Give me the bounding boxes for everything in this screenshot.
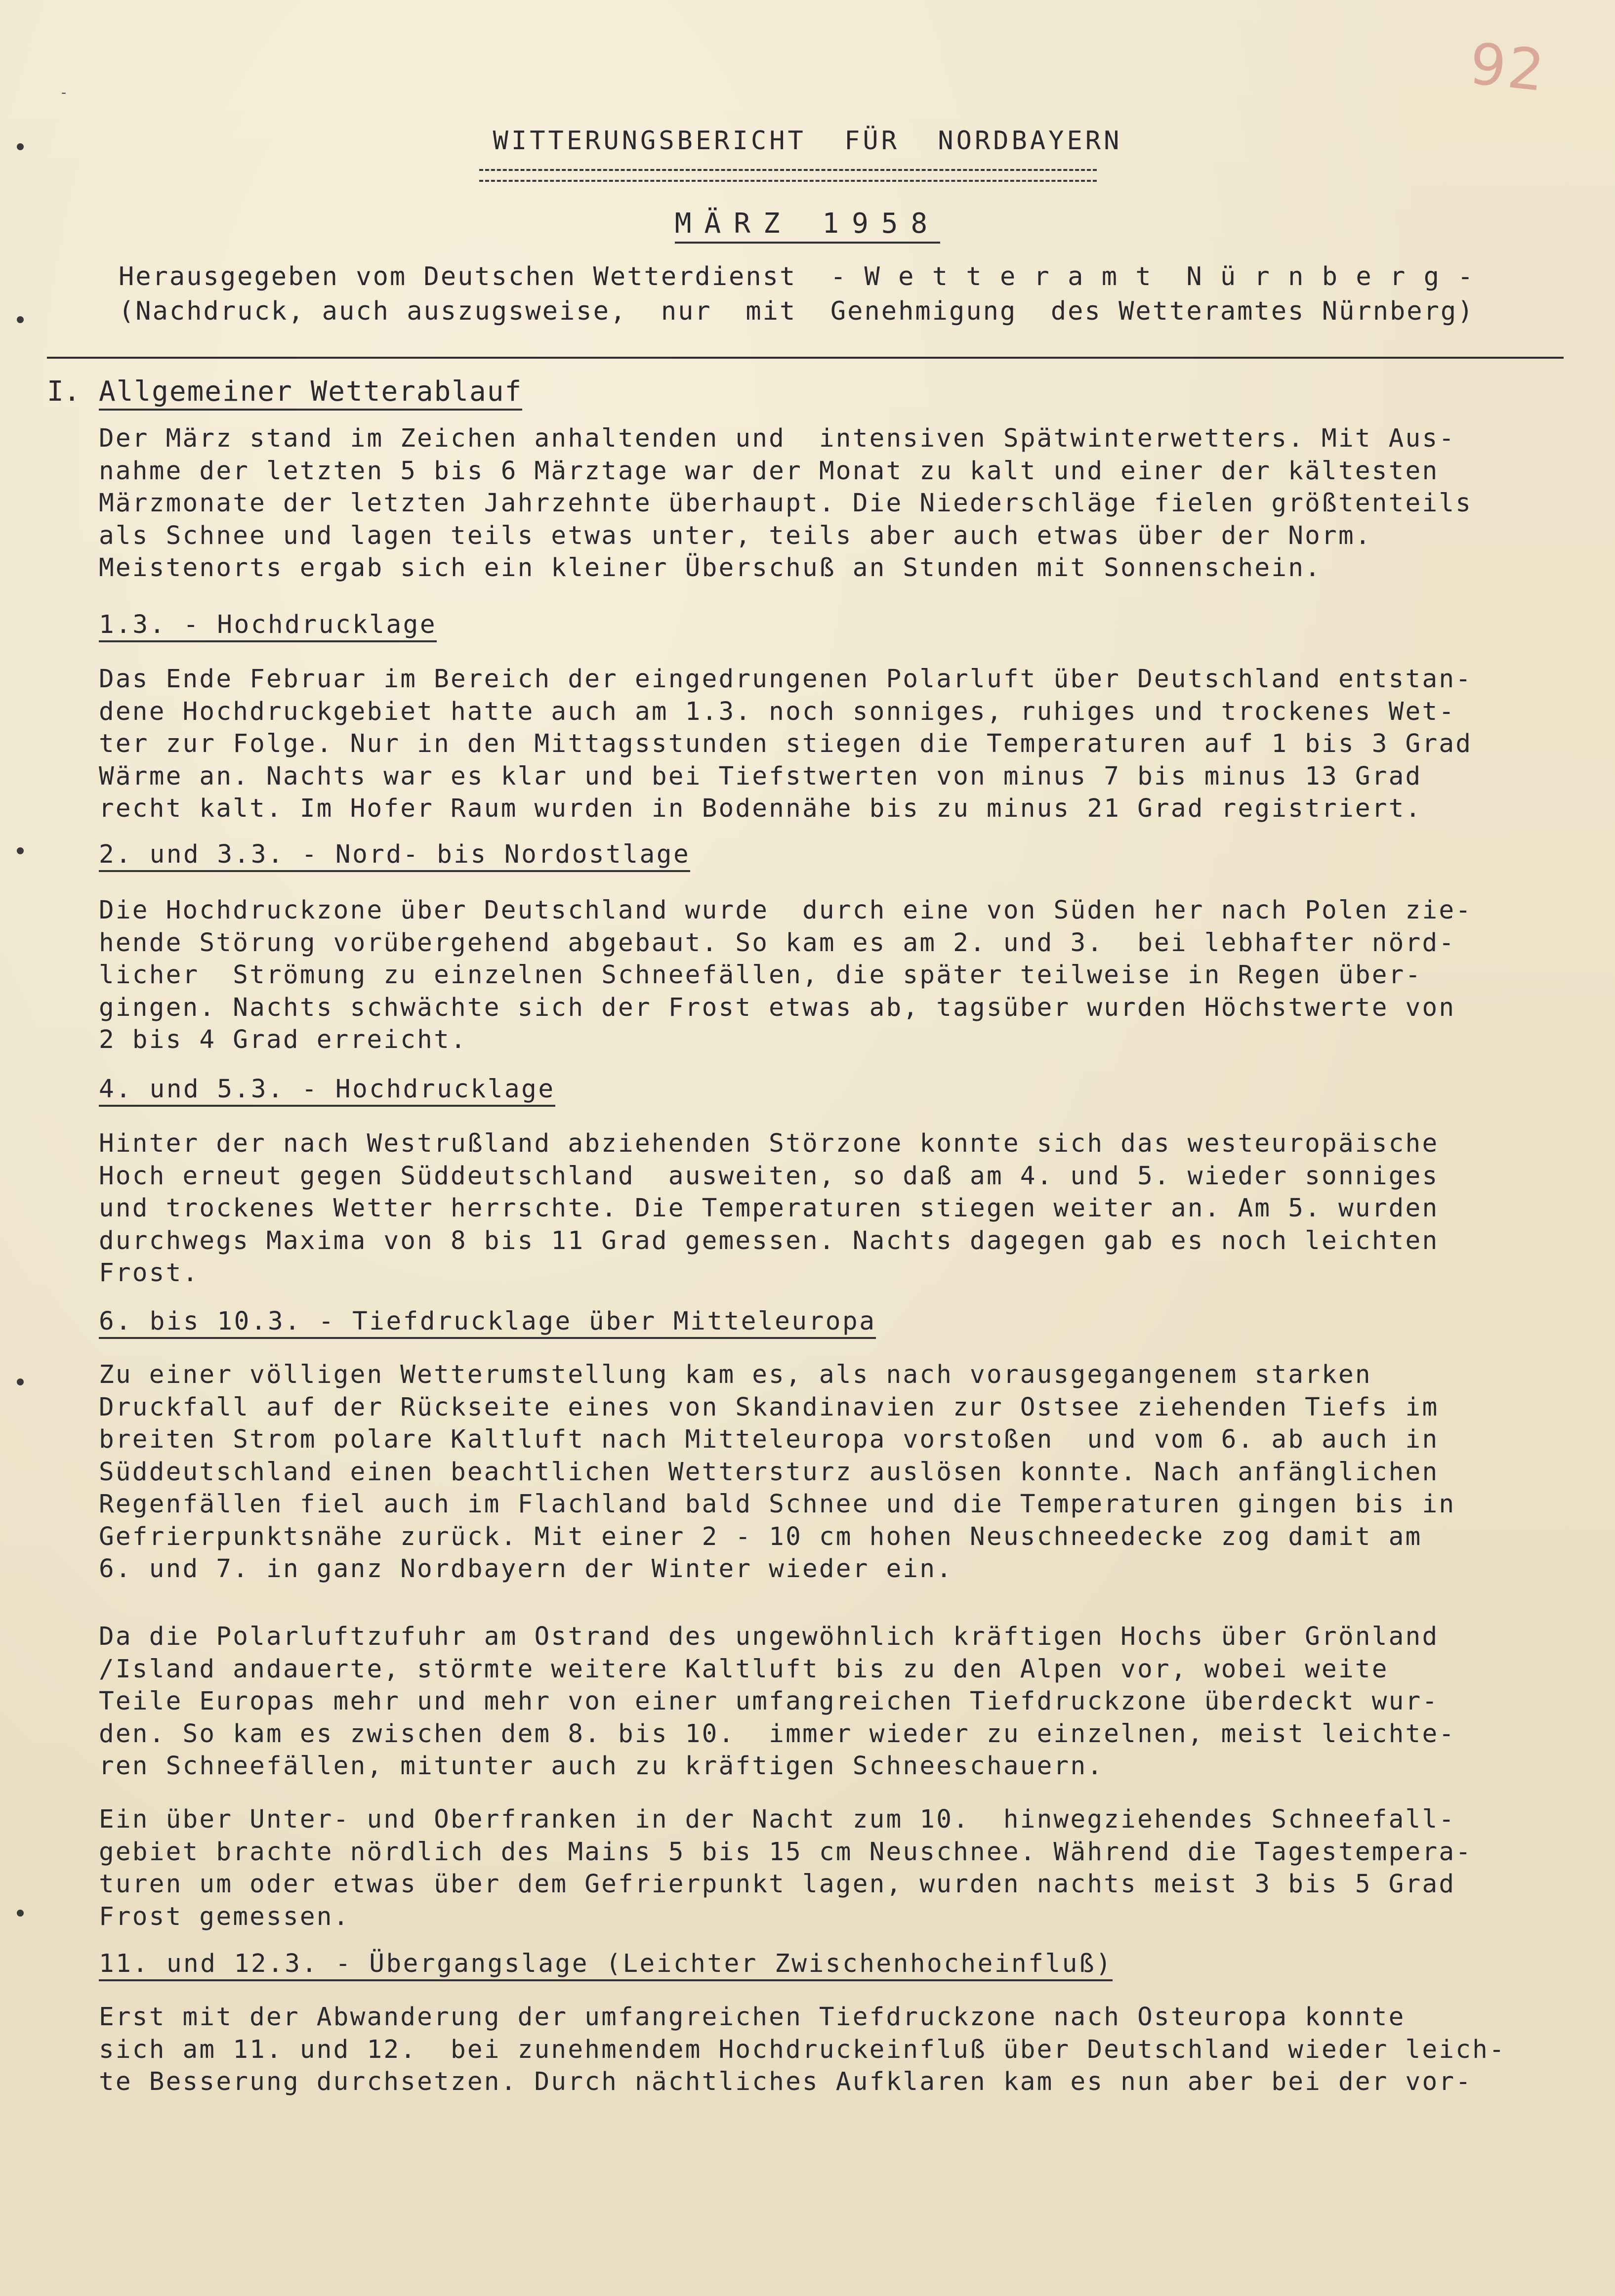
punch-hole [17,316,24,323]
page-number: 92 [1466,31,1549,105]
section-number: I. [47,376,81,408]
publisher-line-1: Herausgegeben vom Deutschen Wetterdienst - W e t t e r a m t N ü r n b e r g - [119,262,1475,292]
subsection-heading-text: 11. und 12.3. - Übergangslage (Leichter Zwischenhocheinfluß) [99,1949,1113,1981]
subsection-heading [99,1307,876,1336]
subsection-paragraph: Ein über Unter- und Oberfranken in der Nacht zum 10. hinwegziehendes Schneefall- gebiet brachte nördlich des Mains 5 bis 15 cm Neuschnee. Während die Tagestempera- turen um oder etwas über dem Gefrierpunkt lagen, wurden nachts meist 3 bis 5 Grad Frost gemessen. [99,1805,1473,1931]
subsection-heading [99,1949,1113,1978]
report-month-text: MÄRZ 1958 [675,208,940,244]
title-double-rule [479,169,1097,182]
publisher-line-2: (Nachdruck, auch auszugsweise, nur mit Genehmigung des Wetteramtes Nürnberg) [119,296,1475,326]
subsection-heading-text: 4. und 5.3. - Hochdrucklage [99,1075,555,1107]
punch-hole [17,1378,24,1385]
punch-hole [17,1910,24,1917]
punch-hole [17,847,24,854]
section-heading [99,376,522,408]
subsection-heading-text: 1.3. - Hochdrucklage [99,610,437,642]
header-rule [47,357,1564,359]
subsection-heading [99,1075,555,1104]
subsection-paragraph: Erst mit der Abwanderung der umfangreichen Tiefdruckzone nach Osteuropa konnte sich am 11. und 12. bei zunehmendem Hochdruckeinfluß über Deutschland wieder leich- te Besserung durchsetzen. Durch nächtliches Aufklaren kam es nun aber bei der vor- [99,2003,1506,2096]
subsection-heading-text: 6. bis 10.3. - Tiefdrucklage über Mitteleuropa [99,1307,876,1339]
intro-paragraph: Der März stand im Zeichen anhaltenden und intensiven Spätwinterwetters. Mit Aus- nahme der letzten 5 bis 6 Märztage war der Monat zu kalt und einer der kältesten Märzmonate der letzten Jahrzehnte überhaupt. Die Niederschläge fielen größtenteils als Schnee und lagen teils etwas unter, teils aber auch etwas über der Norm. Meistenorts ergab sich ein kleiner Überschuß an Stunden mit Sonnenschein. [99,424,1473,583]
subsection-paragraph: Das Ende Februar im Bereich der eingedrungenen Polarluft über Deutschland entstan- dene Hochdruckgebiet hatte auch am 1.3. noch sonniges, ruhiges und trockenes Wet- ter zur Folge. Nur in den Mittagsstunden stiegen die Temperaturen auf 1 bis 3 Grad Wärme an. Nachts war es klar und bei Tiefstwerten von minus 7 bis minus 13 Grad recht kalt. Im Hofer Raum wurden in Bodennähe bis zu minus 21 Grad registriert. [99,665,1473,823]
subsection-heading-text: 2. und 3.3. - Nord- bis Nordostlage [99,840,690,872]
subsection-heading [99,610,437,639]
margin-mark: - [59,84,69,101]
subsection-paragraph: Hinter der nach Westrußland abziehenden Störzone konnte sich das westeuropäische Hoch erneut gegen Süddeutschland ausweiten, so daß am 4. und 5. wieder sonniges und trockenes Wetter herrschte. Die Temperaturen stiegen weiter an. Am 5. wurden durchwegs Maxima von 8 bis 11 Grad gemessen. Nachts dagegen gab es noch leichten Frost. [99,1129,1439,1288]
subsection-paragraph: Zu einer völligen Wetterumstellung kam es, als nach vorausgegangenem starken Druckfall auf der Rückseite eines von Skandinavien zur Ostsee ziehenden Tiefs im breiten Strom polare Kaltluft nach Mitteleuropa vorstoßen und vom 6. ab auch in Süddeutschland einen beachtlichen Wettersturz auslösen konnte. Nach anfänglichen Regenfällen fiel auch im Flachland bald Schnee und die Temperaturen gingen bis in Gefrierpunktsnähe zurück. Mit einer 2 - 10 cm hohen Neuschneedecke zog damit am 6. und 7. in ganz Nordbayern der Winter wieder ein. [99,1360,1456,1584]
subsection-paragraph: Da die Polarluftzufuhr am Ostrand des ungewöhnlich kräftigen Hochs über Grönland /Island andauerte, störmte weitere Kaltluft bis zu den Alpen vor, wobei weite Teile Europas mehr und mehr von einer umfangreichen Tiefdruckzone überdeckt wur- den. So kam es zwischen dem 8. bis 10. immer wieder zu einzelnen, meist leichte- ren Schneefällen, mitunter auch zu kräftigen Schneeschauern. [99,1622,1456,1781]
section-heading-text: Allgemeiner Wetterablauf [99,376,522,411]
report-month [0,208,1615,240]
subsection-heading [99,840,690,869]
report-title: WITTERUNGSBERICHT FÜR NORDBAYERN [493,126,1122,156]
subsection-paragraph: Die Hochdruckzone über Deutschland wurde durch eine von Süden her nach Polen zie- hende Störung vorübergehend abgebaut. So kam es am 2. und 3. bei lebhafter nörd- licher Strömung zu einzelnen Schneefällen, die später teilweise in Regen über- gingen. Nachts schwächte sich der Frost etwas ab, tagsüber wurden Höchstwerte von 2 bis 4 Grad erreicht. [99,896,1473,1054]
